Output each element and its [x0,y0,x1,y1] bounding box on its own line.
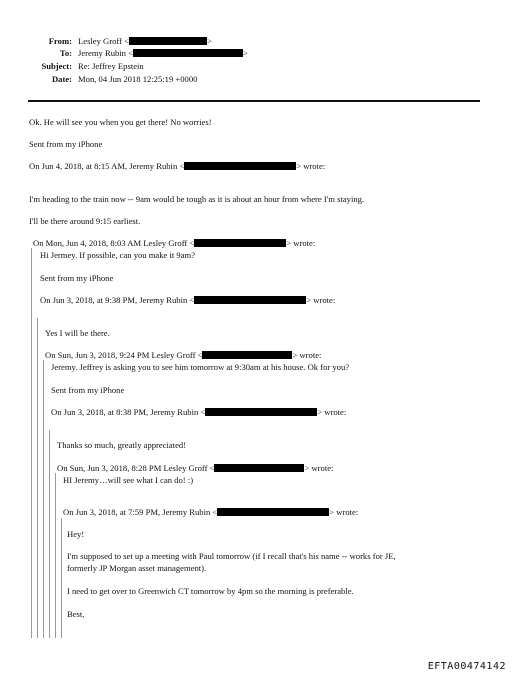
quote-header-wrote: > wrote: [329,507,359,517]
header-divider [28,100,480,102]
quote-header-wrote: > wrote: [292,350,322,360]
body-line: HI Jeremy…will see what I can do! :) [63,475,194,485]
quote-header-text: On Sun, Jun 3, 2018, 8:28 PM Lesley Groff < [57,463,215,473]
body-line: I'm heading to the train now -- 9am would be tough as it is about an hour from where I'm staying. [29,194,365,204]
quote-bar [31,248,32,638]
quote-header-text: On Jun 3, 2018, at 7:59 PM, Jeremy Rubin < [63,507,218,517]
quote-header [29,161,325,171]
quote-header-wrote: > wrote: [306,295,336,305]
redaction-bar [202,351,292,359]
redaction-bar [194,296,306,304]
date-label: Date: [51,74,72,84]
quote-header-text: On Jun 3, 2018, at 8:38 PM, Jeremy Rubin < [51,407,206,417]
body-line: Ok. He will see you when you get there! No worries! [29,117,212,127]
quote-bar [37,318,38,638]
body-line: Sent from my iPhone [29,139,103,149]
redaction-bar [217,508,329,516]
body-line: Sent from my iPhone [51,385,125,395]
to-name: Jeremy Rubin < [78,48,133,58]
body-line: Yes I will be there. [45,328,110,338]
body-line: Thanks so much, greatly appreciated! [57,440,187,450]
document-id: EFTA00474142 [427,661,506,672]
date-value: Mon, 04 Jun 2018 12:25:19 +0000 [78,74,198,84]
quote-header-text: On Jun 4, 2018, at 8:15 AM, Jeremy Rubin < [29,161,185,171]
to-label: To: [59,48,72,58]
redaction-bar [133,49,243,57]
quote-header-text: On Mon, Jun 4, 2018, 8:03 AM Lesley Groff < [33,238,195,248]
quote-header-wrote: > wrote: [317,407,347,417]
body-line: Hi Jermey. If possible, can you make it 9am? [40,250,196,260]
quote-header [57,463,333,473]
redaction-bar [184,162,296,170]
from-label: From: [48,36,72,46]
quote-header [63,507,358,517]
redaction-bar [205,408,317,416]
from-close: > [206,36,212,46]
body-line: Sent from my iPhone [40,273,114,283]
subject-label: Subject: [41,61,72,71]
redaction-bar [129,37,207,45]
quote-header-wrote: > wrote: [286,238,316,248]
body-line: Hey! [67,529,85,539]
from-name: Lesley Groff < [78,36,129,46]
quote-header [40,295,335,305]
quote-bar [55,473,56,638]
body-line: I'm supposed to set up a meeting with Paul tomorrow (if I recall that's his name -- works for JE, [67,551,396,561]
redaction-bar [194,239,286,247]
body-line: I need to get over to Greenwich CT tomorrow by 4pm so the morning is preferable. [67,586,354,596]
quote-header-wrote: > wrote: [304,463,334,473]
quote-header-text: On Jun 3, 2018, at 9:38 PM, Jeremy Rubin < [40,295,195,305]
quote-header [33,238,315,248]
quote-header [45,350,321,360]
quote-header-text: On Sun, Jun 3, 2018, 9:24 PM Lesley Groff < [45,350,203,360]
redaction-bar [214,464,304,472]
quote-bar [61,518,62,638]
quote-bar [43,360,44,638]
body-line: Best, [67,609,85,619]
quote-header-wrote: > wrote: [296,161,326,171]
from-value [78,36,212,46]
body-line: I'll be there around 9:15 earliest. [29,216,141,226]
body-line: Jeremy. Jeffrey is asking you to see him tomorrow at 9:30am at his house. Ok for you? [51,362,350,372]
subject-value: Re: Jeffrey Epstein [78,61,144,71]
to-close: > [242,48,248,58]
to-value [78,48,248,58]
body-line: formerly JP Morgan asset management). [67,563,207,573]
quote-bar [49,430,50,638]
quote-header [51,407,346,417]
